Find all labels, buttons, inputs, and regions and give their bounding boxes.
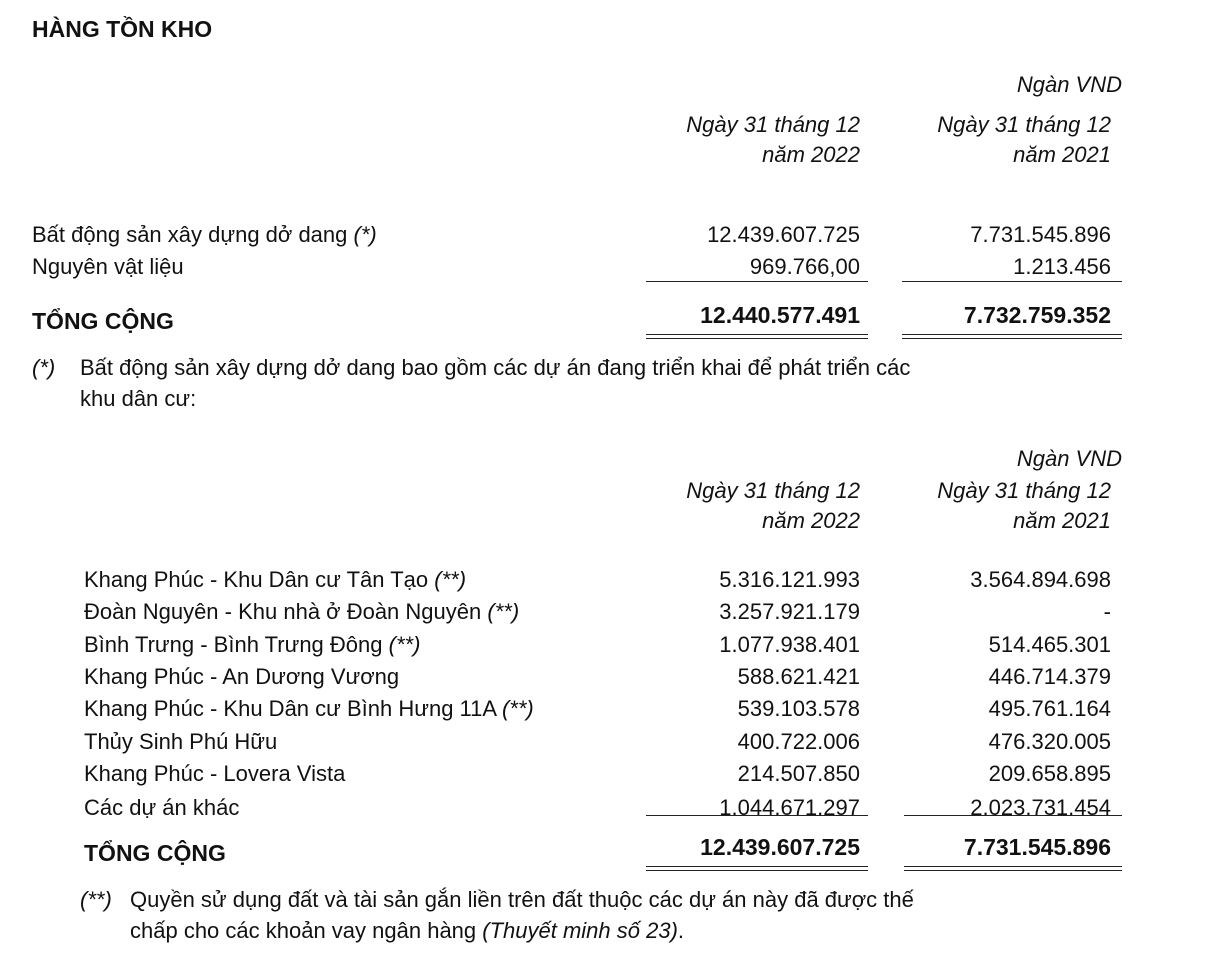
footnote-marker: (**) (80, 887, 112, 912)
total-2022: 12.439.607.725 (700, 834, 860, 860)
row-label-text: Khang Phúc - Khu Dân cư Tân Tạo (84, 567, 429, 592)
footnote-marker: (**) (388, 632, 421, 657)
footnote-text: chấp cho các khoản vay ngân hàng (130, 918, 483, 943)
row-label-text: Khang Phúc - Lovera Vista (84, 761, 346, 786)
table-cell-2021: 514.465.301 (988, 632, 1111, 657)
footnote-marker: (**) (434, 567, 467, 592)
table-cell-2022: 400.722.006 (737, 729, 860, 754)
total-2022: 12.440.577.491 (700, 302, 860, 328)
table-row-label (84, 761, 345, 787)
table-cell-2021: 1.213.456 (1013, 254, 1111, 279)
subtotal-rule (646, 281, 868, 282)
table-row-label (84, 696, 534, 722)
column-header-line: Ngày 31 tháng 12 (937, 112, 1111, 137)
table-row-label (84, 795, 239, 821)
table-row-label (32, 222, 377, 248)
row-label-text: Các dự án khác (84, 795, 240, 820)
row-label-text: Khang Phúc - An Dương Vương (84, 664, 400, 689)
total-double-rule (902, 334, 1122, 339)
section-title: HÀNG TỒN KHO (32, 16, 213, 42)
table-cell-2021: 7.731.545.896 (970, 222, 1111, 247)
table-cell-2021: 209.658.895 (988, 761, 1111, 786)
column-header-2022 (686, 110, 860, 170)
table-cell-2022: 588.621.421 (737, 664, 860, 689)
row-label-text: Đoàn Nguyên - Khu nhà ở Đoàn Nguyên (84, 599, 482, 624)
total-double-rule (646, 866, 868, 871)
footnote-reference: (Thuyết minh số 23) (482, 918, 678, 943)
column-header-line: năm 2021 (1013, 142, 1111, 167)
total-2021: 7.731.545.896 (963, 834, 1111, 860)
row-label-text: Khang Phúc - Khu Dân cư Bình Hưng 11A (84, 696, 496, 721)
footnote-marker: (*) (32, 355, 56, 380)
footnote-text: Bất động sản xây dựng dở dang bao gồm các dự án đang triển khai để phát triển các (80, 355, 911, 380)
table-cell-2021: - (1103, 599, 1111, 624)
column-header-2022 (686, 476, 860, 536)
table-row-label (32, 254, 184, 280)
table-cell-2021: 2.023.731.454 (970, 795, 1111, 820)
table-row-label (84, 664, 399, 690)
table-cell-2022: 969.766,00 (749, 254, 860, 279)
footnote-1 (32, 352, 910, 414)
footnote-text: Quyền sử dụng đất và tài sản gắn liền trên đất thuộc các dự án này đã được thế (130, 887, 914, 912)
table-cell-2021: 476.320.005 (988, 729, 1111, 754)
table-cell-2022: 214.507.850 (737, 761, 860, 786)
table-cell-2021: 3.564.894.698 (970, 567, 1111, 592)
table-row-label (84, 599, 519, 625)
table-cell-2021: 446.714.379 (988, 664, 1111, 689)
total-double-rule (904, 866, 1122, 871)
subtotal-rule (904, 815, 1122, 816)
row-label-text: Nguyên vật liệu (32, 254, 184, 279)
footnote-marker: (*) (353, 222, 377, 247)
footnote-marker: (**) (487, 599, 520, 624)
row-label-text: Thủy Sinh Phú Hữu (84, 729, 278, 754)
table-cell-2022: 12.439.607.725 (707, 222, 860, 247)
footnote-text: . (677, 918, 685, 943)
unit-label: Ngàn VND (1016, 446, 1122, 471)
table-row-label (84, 567, 466, 593)
column-header-line: Ngày 31 tháng 12 (937, 478, 1111, 503)
column-header-2021 (937, 476, 1111, 536)
column-header-line: Ngày 31 tháng 12 (686, 478, 860, 503)
table-row-label (84, 632, 420, 658)
column-header-line: Ngày 31 tháng 12 (686, 112, 860, 137)
subtotal-rule (902, 281, 1122, 282)
row-label-text: Bình Trưng - Bình Trưng Đông (84, 632, 383, 657)
column-header-line: năm 2021 (1013, 508, 1111, 533)
total-label: TỔNG CỘNG (32, 308, 174, 334)
row-label-text: Bất động sản xây dựng dở dang (32, 222, 348, 247)
table-row-label (84, 729, 277, 755)
footnote-2 (80, 884, 914, 946)
table-cell-2022: 1.077.938.401 (719, 632, 860, 657)
table-cell-2022: 539.103.578 (737, 696, 860, 721)
footnote-text: khu dân cư: (80, 386, 197, 411)
column-header-2021 (937, 110, 1111, 170)
table-cell-2022: 1.044.671.297 (719, 795, 860, 820)
total-double-rule (646, 334, 868, 339)
table-cell-2021: 495.761.164 (988, 696, 1111, 721)
subtotal-rule (646, 815, 868, 816)
unit-label: Ngàn VND (1016, 72, 1122, 97)
table-cell-2022: 3.257.921.179 (719, 599, 860, 624)
total-2021: 7.732.759.352 (963, 302, 1111, 328)
total-label: TỔNG CỘNG (84, 840, 226, 866)
column-header-line: năm 2022 (762, 142, 860, 167)
table-cell-2022: 5.316.121.993 (719, 567, 860, 592)
footnote-marker: (**) (501, 696, 534, 721)
column-header-line: năm 2022 (762, 508, 860, 533)
